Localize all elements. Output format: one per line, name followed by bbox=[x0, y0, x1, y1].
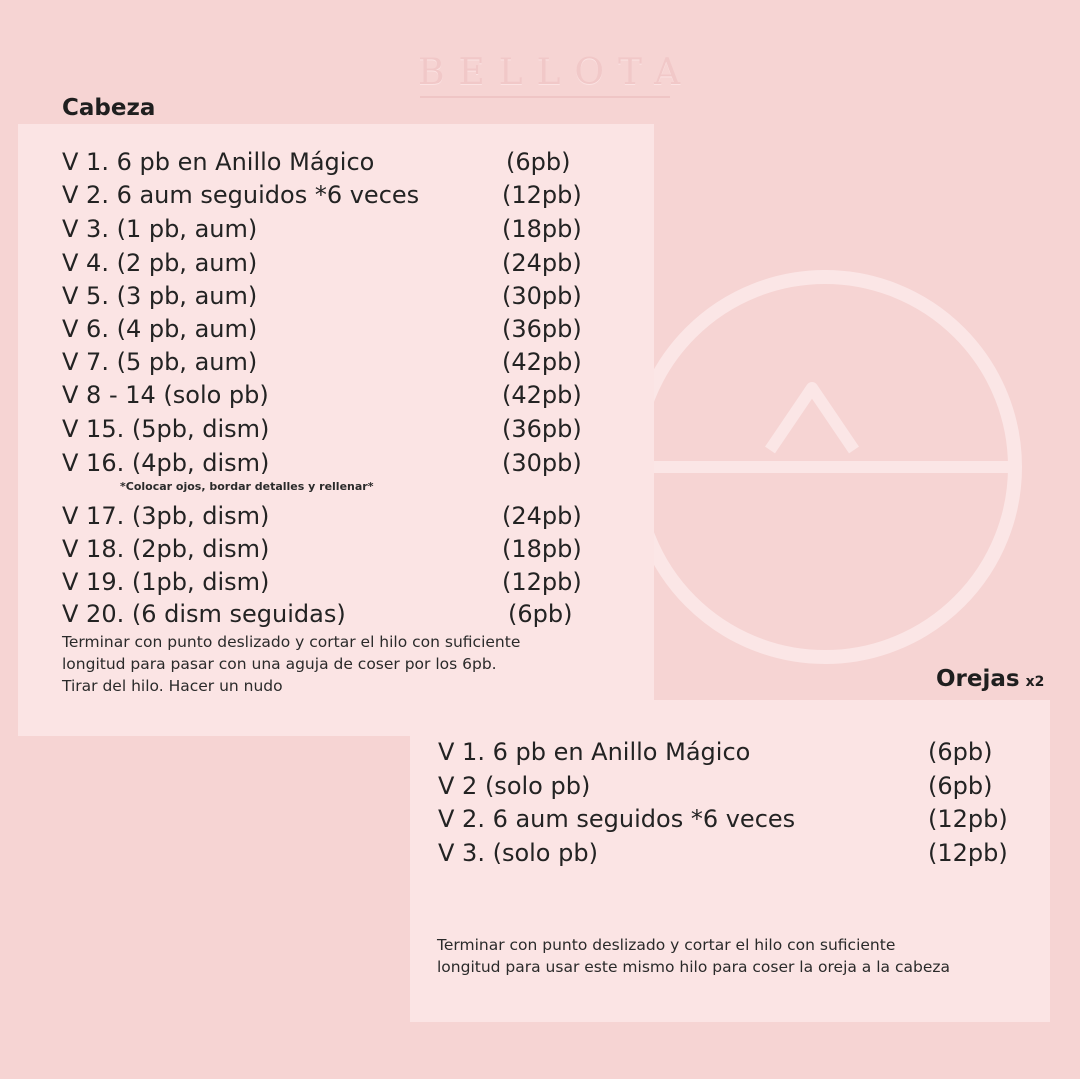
row-count: (6pb) bbox=[928, 738, 993, 766]
row-label: V 15. (5pb, dism) bbox=[62, 415, 270, 443]
row-count: (12pb) bbox=[928, 805, 1008, 833]
row-label: V 1. 6 pb en Anillo Mágico bbox=[438, 738, 751, 766]
cabeza-ending bbox=[62, 631, 520, 697]
orejas-title-text: Orejas bbox=[936, 666, 1020, 692]
row-count: (24pb) bbox=[502, 502, 582, 530]
row-count: (12pb) bbox=[928, 839, 1008, 867]
brand-watermark: BELLOTA bbox=[418, 52, 695, 93]
row-label: V 2 (solo pb) bbox=[438, 772, 591, 800]
row-label: V 5. (3 pb, aum) bbox=[62, 282, 258, 310]
row-label: V 19. (1pb, dism) bbox=[62, 568, 270, 596]
row-label: V 8 - 14 (solo pb) bbox=[62, 381, 269, 409]
orejas-title bbox=[936, 666, 1044, 692]
row-count: (36pb) bbox=[502, 315, 582, 343]
ending-line: Terminar con punto deslizado y cortar el hilo con suficiente bbox=[62, 633, 521, 651]
row-label: V 6. (4 pb, aum) bbox=[62, 315, 258, 343]
row-count: (6pb) bbox=[506, 148, 571, 176]
row-label: V 1. 6 pb en Anillo Mágico bbox=[62, 148, 375, 176]
row-label: V 4. (2 pb, aum) bbox=[62, 249, 258, 277]
ending-line: longitud para pasar con una aguja de coser por los 6pb. bbox=[62, 655, 497, 673]
row-count: (6pb) bbox=[508, 600, 573, 628]
row-label: V 3. (1 pb, aum) bbox=[62, 215, 258, 243]
row-count: (30pb) bbox=[502, 449, 582, 477]
cabeza-title: Cabeza bbox=[62, 95, 156, 121]
row-label: V 17. (3pb, dism) bbox=[62, 502, 270, 530]
row-label: V 20. (6 dism seguidas) bbox=[62, 600, 346, 628]
row-count: (12pb) bbox=[502, 181, 582, 209]
ending-line: longitud para usar este mismo hilo para coser la oreja a la cabeza bbox=[437, 958, 950, 976]
row-count: (24pb) bbox=[502, 249, 582, 277]
orejas-ending bbox=[437, 934, 950, 978]
row-label: V 2. 6 aum seguidos *6 veces bbox=[438, 805, 796, 833]
row-count: (6pb) bbox=[928, 772, 993, 800]
row-label: V 7. (5 pb, aum) bbox=[62, 348, 258, 376]
row-label: V 16. (4pb, dism) bbox=[62, 449, 270, 477]
ending-line: Tirar del hilo. Hacer un nudo bbox=[62, 677, 283, 695]
watermark-underline bbox=[420, 96, 670, 98]
row-count: (42pb) bbox=[502, 348, 582, 376]
row-label: V 3. (solo pb) bbox=[438, 839, 598, 867]
row-count: (18pb) bbox=[502, 215, 582, 243]
row-count: (42pb) bbox=[502, 381, 582, 409]
ending-line: Terminar con punto deslizado y cortar el hilo con suficiente bbox=[437, 936, 896, 954]
row-label: V 2. 6 aum seguidos *6 veces bbox=[62, 181, 420, 209]
orejas-multiplier: x2 bbox=[1025, 674, 1045, 690]
row-label: V 18. (2pb, dism) bbox=[62, 535, 270, 563]
row-count: (30pb) bbox=[502, 282, 582, 310]
row-count: (36pb) bbox=[502, 415, 582, 443]
row-count: (18pb) bbox=[502, 535, 582, 563]
cabeza-note: *Colocar ojos, bordar detalles y rellenar* bbox=[120, 480, 374, 493]
row-count: (12pb) bbox=[502, 568, 582, 596]
